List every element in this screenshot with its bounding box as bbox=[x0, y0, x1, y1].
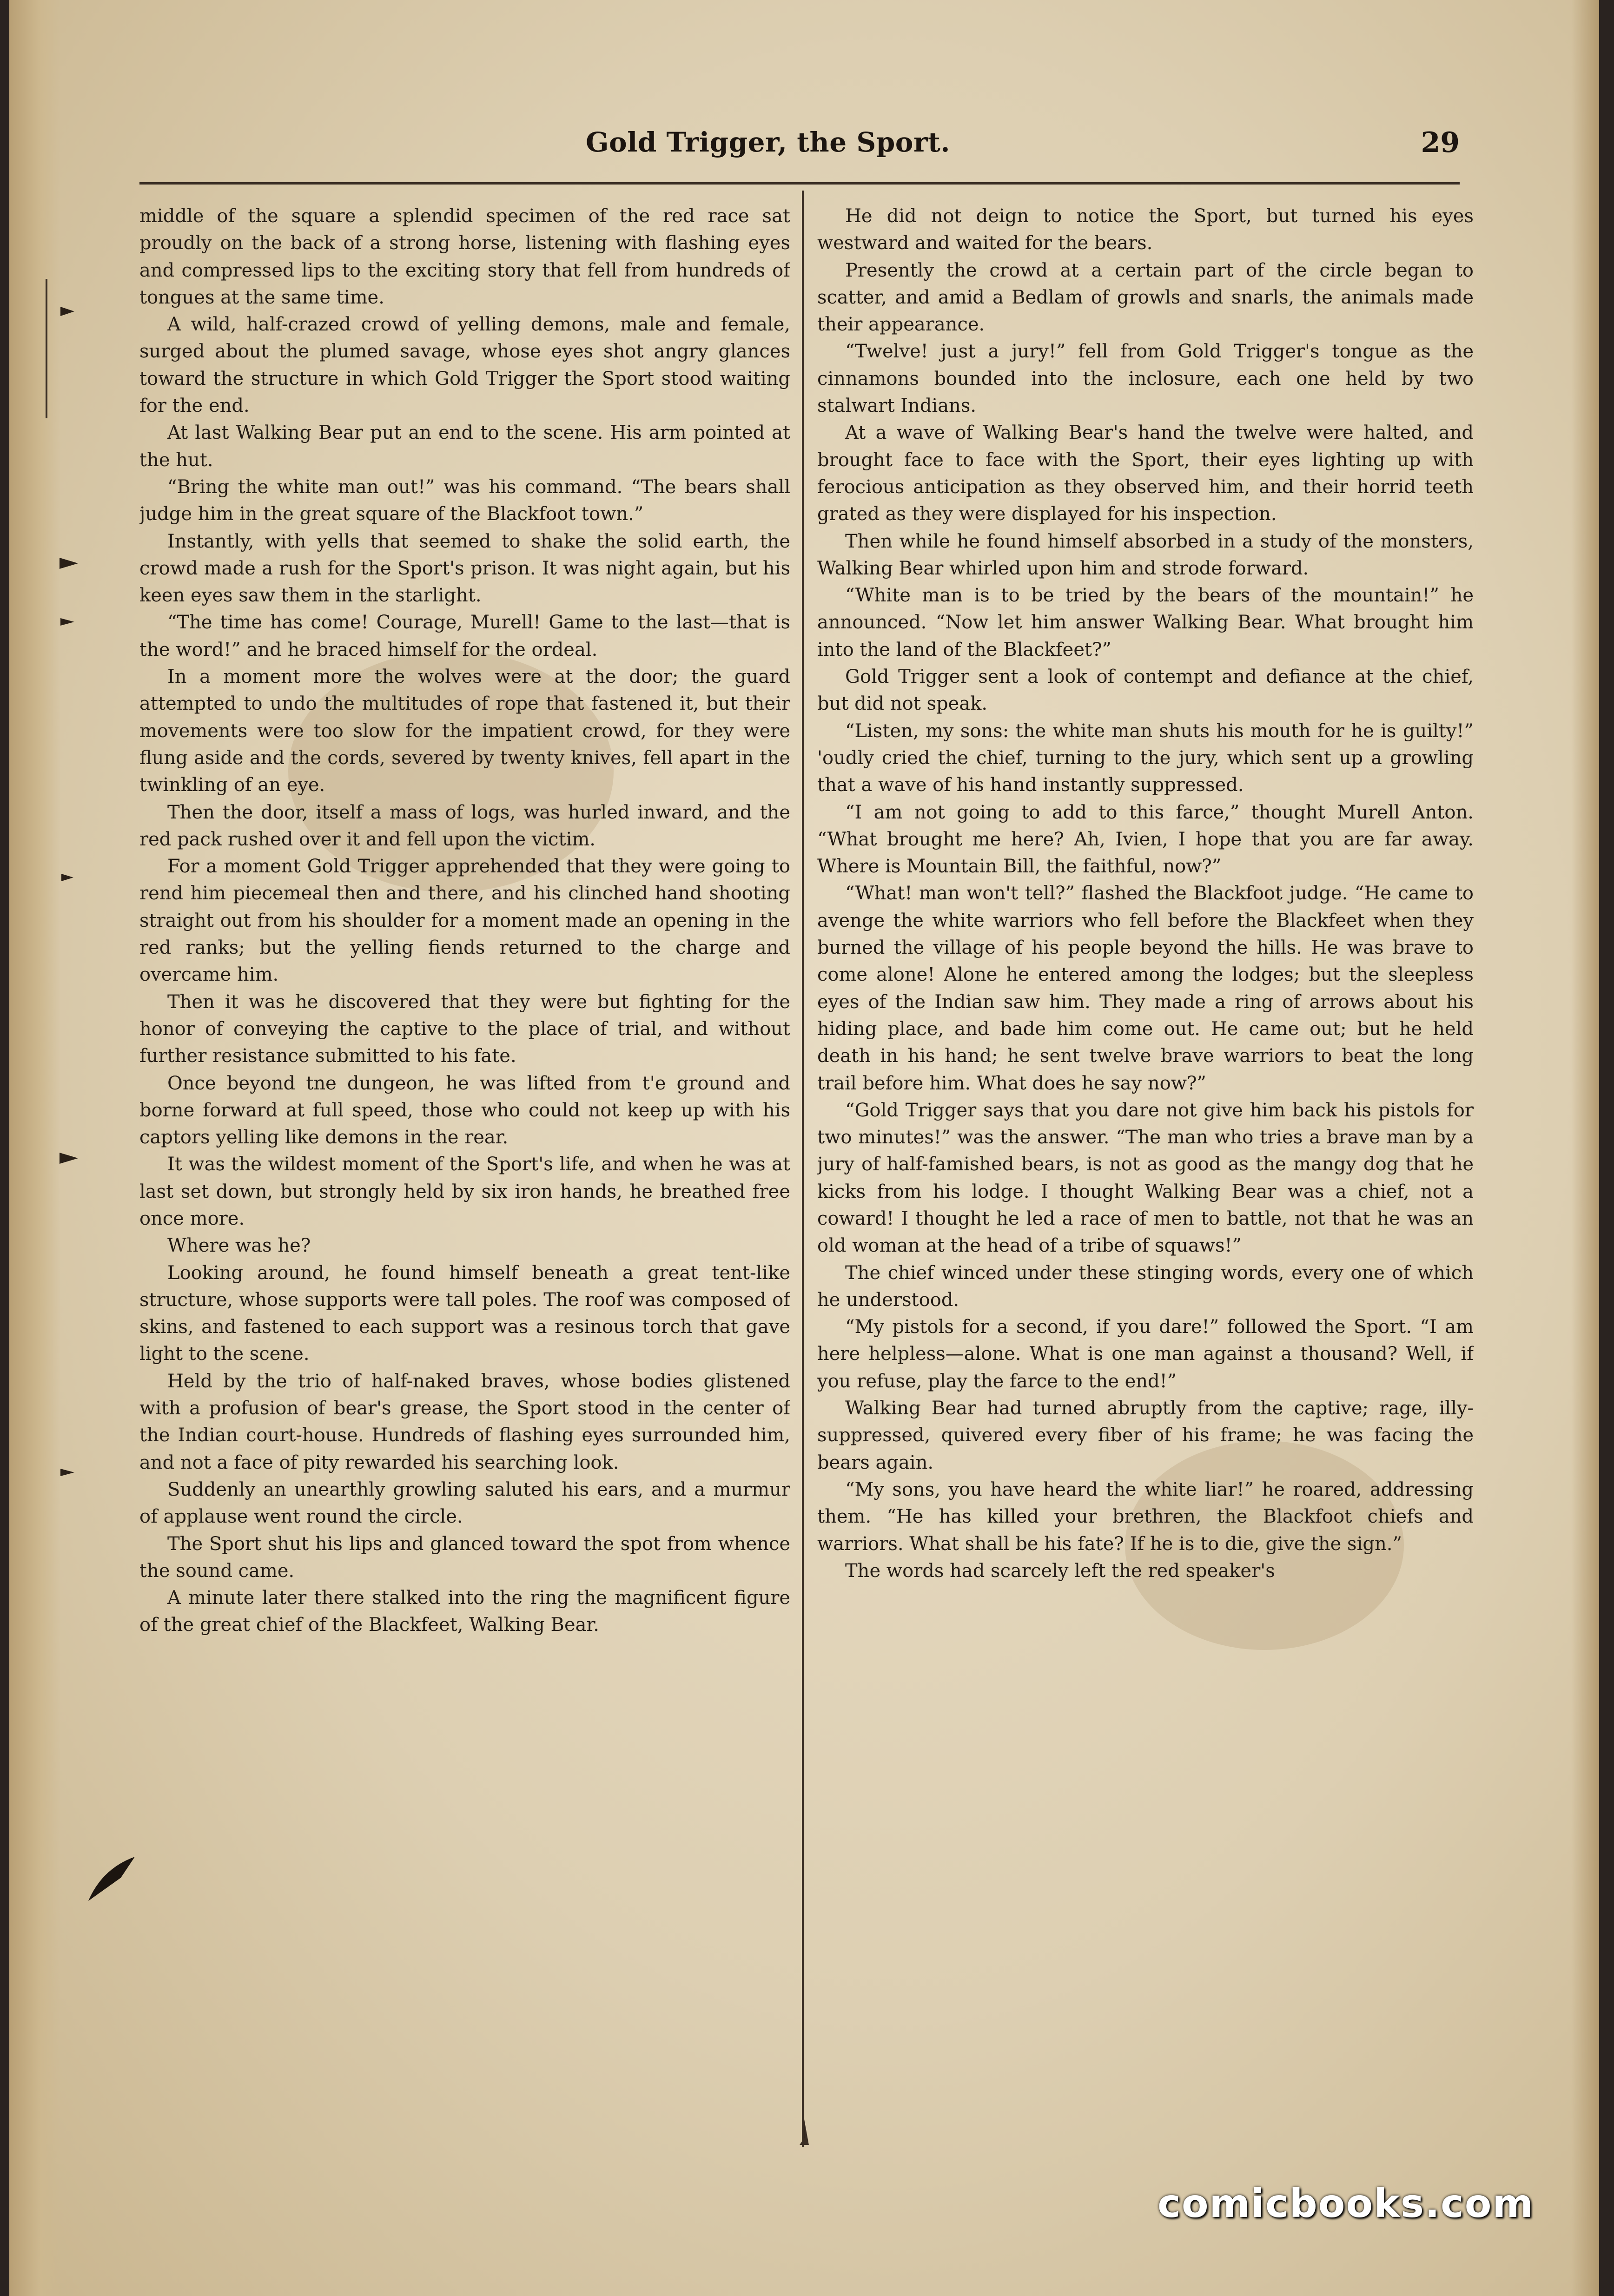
paragraph: Where was he? bbox=[167, 1235, 311, 1257]
right-column bbox=[817, 203, 1474, 2155]
paragraph: Suddenly an unearthly growling saluted his ears, and a murmur of applause went round the circle. bbox=[139, 1478, 790, 1528]
paragraph: “My pistols for a second, if you dare!” followed the Sport. “I am here helpless—alone. What is one man against a thousand? Well, if you refuse, play the farce to the end!” bbox=[817, 1316, 1474, 1392]
paragraph: Instantly, with yells that seemed to shake the solid earth, the crowd made a rush for the Sport's prison. It was night again, but his keen eyes saw them in the starlight. bbox=[139, 530, 790, 607]
paragraph: middle of the square a splendid specimen of the red race sat proudly on the back of a strong horse, listening with flashing eyes and compressed lips to the exciting story that fell from hundreds of tongues at the same time. bbox=[139, 205, 790, 308]
margin-tick-mark bbox=[60, 558, 78, 569]
paragraph: “Listen, my sons: the white man shuts his mouth for he is guilty!” 'oudly cried the chief, turning to the jury, which sent up a growling that a wave of his hand instantly suppressed. bbox=[817, 720, 1474, 796]
paragraph: The chief winced under these stinging words, every one of which he understood. bbox=[817, 1262, 1474, 1311]
page-header bbox=[139, 116, 1460, 167]
paragraph: At a wave of Walking Bear's hand the twelve were halted, and brought face to face with the Sport, their eyes lighting up with ferocious anticipation as they observed him, and their horrid teeth grated as they were displayed for his inspection. bbox=[817, 422, 1474, 525]
paragraph: Once beyond tne dungeon, he was lifted from t'e ground and borne forward at full speed, those who could not keep up with his captors yelling like demons in the rear. bbox=[139, 1072, 790, 1148]
running-title: Gold Trigger, the Sport. bbox=[586, 126, 950, 158]
paragraph: In a moment more the wolves were at the door; the guard attempted to undo the multitudes of rope that fastened it, but their movements were too slow for the impatient crowd, for they were flung aside and the cords, severed by twenty knives, fell apart in the twinkling of an eye. bbox=[139, 666, 790, 796]
paragraph: Presently the crowd at a certain part of the circle began to scatter, and amid a Bedlam of growls and snarls, the animals made their appearance. bbox=[817, 259, 1474, 336]
column-divider bbox=[802, 191, 804, 2147]
paragraph: A minute later there stalked into the ring the magnificent figure of the great chief of the Blackfeet, Walking Bear. bbox=[139, 1587, 790, 1636]
paragraph: Then it was he discovered that they were but fighting for the honor of conveying the captive to the place of trial, and without further resistance submitted to his fate. bbox=[139, 991, 790, 1067]
paragraph: Held by the trio of half-naked braves, whose bodies glistened with a profusion of bear's grease, the Sport stood in the center of the Indian court-house. Hundreds of flashing eyes surrounded him, and not a face of pity rewarded his searching look. bbox=[139, 1370, 790, 1473]
paragraph: Walking Bear had turned abruptly from the captive; rage, illy-suppressed, quivered every fiber of his frame; he was facing the bears again. bbox=[817, 1398, 1474, 1473]
paragraph: “Gold Trigger says that you dare not give him back his pistols for two minutes!” was the answer. “The man who tries a brave man by a jury of half-famished bears, is not as good as the mangy dog that he kicks from his lodge. I thought Walking Bear was a chief, not a coward! I thought he led a race of men to battle, not that he was an old woman at the head of a tribe of squaws!” bbox=[817, 1099, 1474, 1257]
paragraph: He did not deign to notice the Sport, but turned his eyes westward and waited for the bears. bbox=[817, 205, 1474, 254]
paragraph: A wild, half-crazed crowd of yelling demons, male and female, surged about the plumed savage, whose eyes shot angry glances toward the structure in which Gold Trigger the Sport stood waiting for the end. bbox=[139, 314, 790, 417]
margin-tick-mark bbox=[60, 1469, 74, 1476]
page-number: 29 bbox=[1421, 126, 1460, 159]
margin-marks bbox=[33, 279, 88, 1859]
paragraph: Then the door, itself a mass of logs, was hurled inward, and the red pack rushed over it and fell upon the victim. bbox=[139, 801, 790, 850]
paragraph: Gold Trigger sent a look of contempt and defiance at the chief, but did not speak. bbox=[817, 666, 1474, 715]
paragraph: “Twelve! just a jury!” fell from Gold Trigger's tongue as the cinnamons bounded into the inclosure, each one held by two stalwart Indians. bbox=[817, 341, 1474, 417]
column-rule-end-mark bbox=[795, 2119, 814, 2147]
book-page bbox=[9, 0, 1599, 2296]
paragraph: “My sons, you have heard the white liar!” he roared, addressing them. “He has killed your brethren, the Blackfoot chiefs and warriors. What shall be his fate? If he is to die, give the sign.” bbox=[817, 1478, 1474, 1555]
margin-tick-mark bbox=[60, 1153, 78, 1164]
paragraph: “I am not going to add to this farce,” thought Murell Anton. “What brought me here? Ah, Ivien, I hope that you are far away. Where is Mountain Bill, the faithful, now?” bbox=[817, 801, 1474, 877]
paragraph: At last Walking Bear put an end to the scene. His arm pointed at the hut. bbox=[139, 422, 790, 471]
header-rule bbox=[139, 182, 1460, 185]
margin-tick-mark bbox=[60, 307, 74, 316]
paragraph: Then while he found himself absorbed in a study of the monsters, Walking Bear whirled upon him and strode forward. bbox=[817, 530, 1474, 579]
paragraph: Looking around, he found himself beneath a great tent-like structure, whose supports were tall poles. The roof was composed of skins, and fastened to each support was a resinous torch that gave light to the scene. bbox=[139, 1262, 790, 1365]
paragraph: “The time has come! Courage, Murell! Game to the last—that is the word!” and he braced himself for the ordeal. bbox=[139, 612, 790, 660]
paragraph: “Bring the white man out!” was his command. “The bears shall judge him in the great square of the Blackfoot town.” bbox=[139, 476, 790, 525]
margin-arrow-mark bbox=[84, 1850, 139, 1906]
paragraph: For a moment Gold Trigger apprehended that they were going to rend him piecemeal then and there, and his clinched hand shooting straight out from his shoulder for a moment made an opening in the red ranks; but the yelling fiends returned to the charge and overcame him. bbox=[139, 856, 790, 986]
paragraph: “What! man won't tell?” flashed the Blackfoot judge. “He came to avenge the white warriors who fell before the Blackfeet when they burned the village of his people beyond the hills. He was brave to come alone! Alone he entered among the lodges; but the sleepless eyes of the Indian saw him. They made a ring of arrows about his hiding place, and bade him come out. He came out; but he held death in his hand; he sent twelve brave warriors to beat the long trail before him. What does he say now?” bbox=[817, 883, 1474, 1094]
margin-tick-mark bbox=[60, 618, 74, 626]
paragraph: The Sport shut his lips and glanced toward the spot from whence the sound came. bbox=[139, 1533, 790, 1582]
left-column bbox=[139, 203, 790, 2155]
watermark: comicbooks.com bbox=[1158, 2181, 1534, 2226]
paragraph: The words had scarcely left the red speaker's bbox=[845, 1560, 1275, 1582]
margin-tick-mark bbox=[61, 874, 73, 881]
paragraph: “White man is to be tried by the bears of the mountain!” he announced. “Now let him answer Walking Bear. What brought him into the land of the Blackfeet?” bbox=[817, 585, 1474, 660]
paragraph: It was the wildest moment of the Sport's life, and when he was at last set down, but strongly held by six iron hands, he breathed free once more. bbox=[139, 1154, 790, 1229]
